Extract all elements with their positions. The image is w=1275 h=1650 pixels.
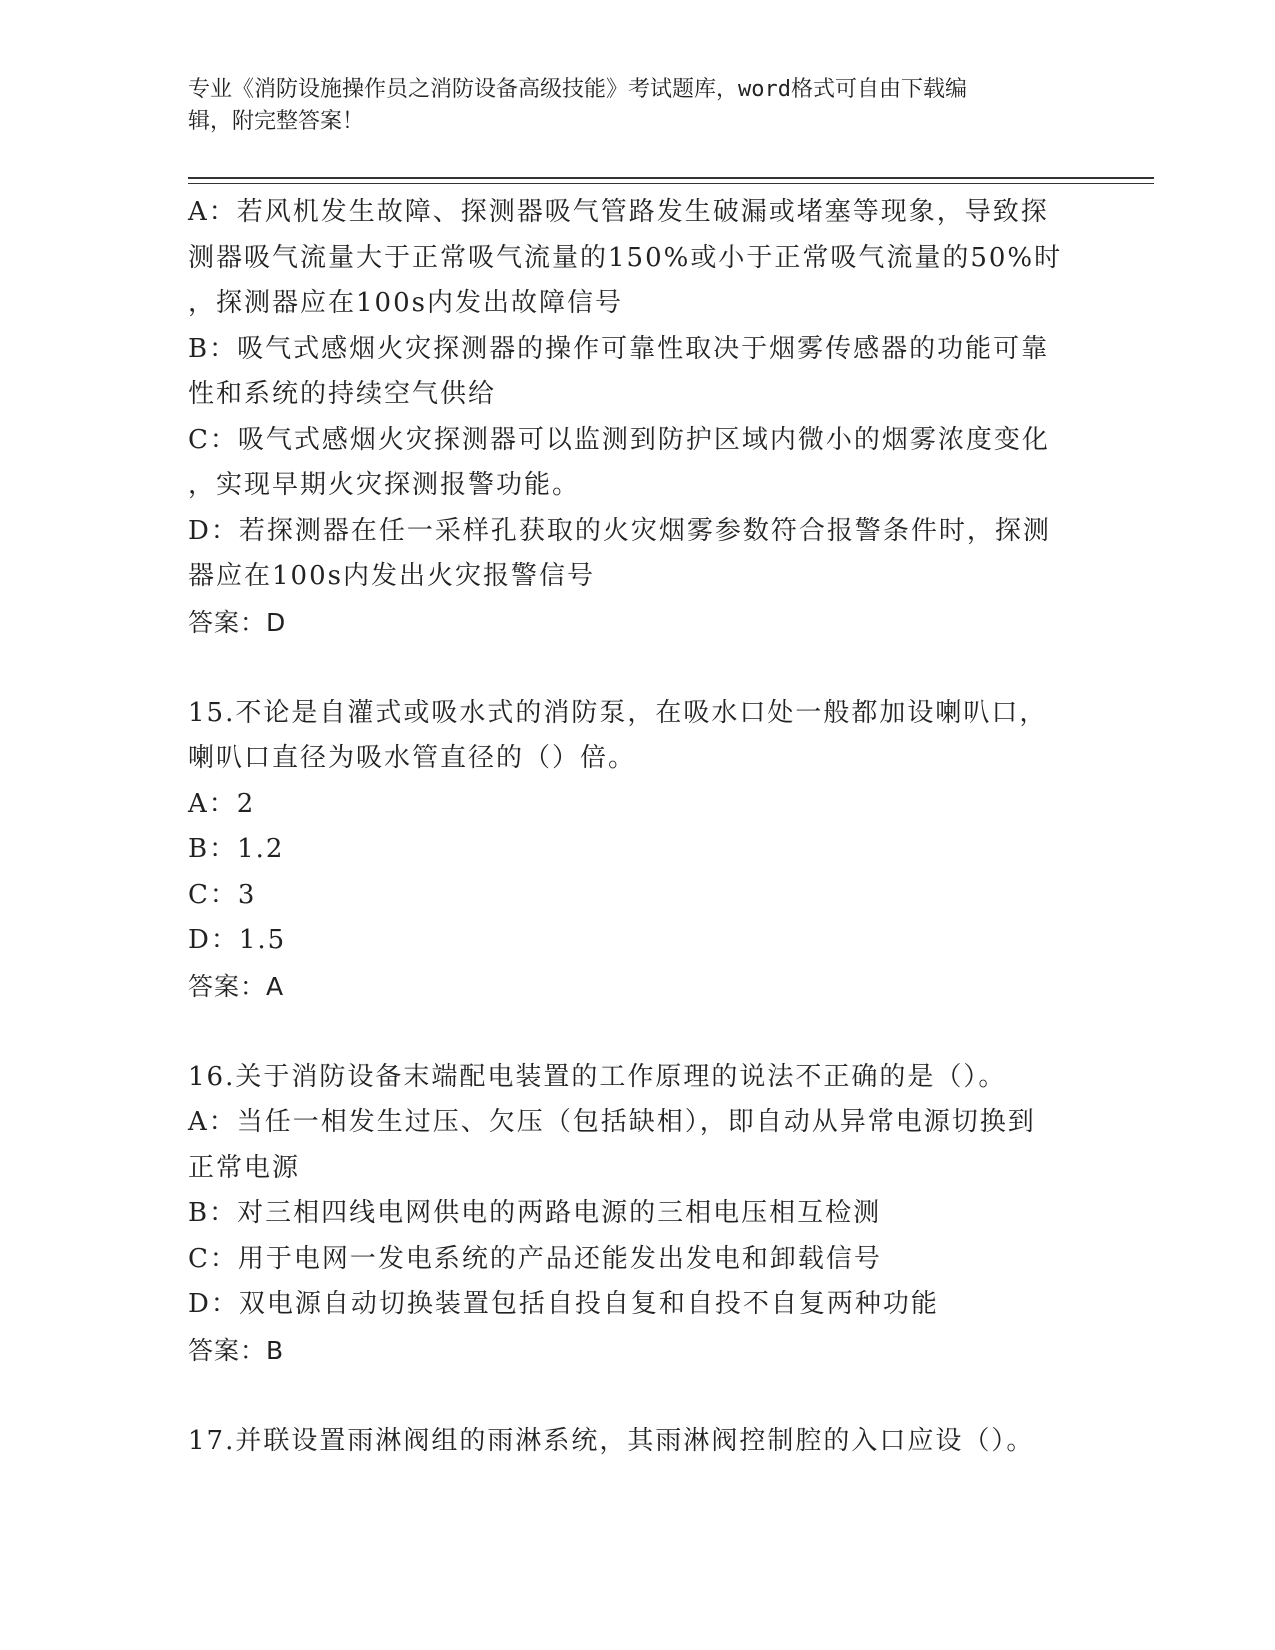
question-14: [188, 190, 1088, 645]
option-line: ，探测器应在100s内发出故障信号: [188, 288, 623, 318]
document-header: [188, 74, 1078, 138]
option-line: D：双电源自动切换装置包括自投自复和自投不自复两种功能: [188, 1289, 939, 1319]
spacer: [188, 1373, 1088, 1419]
spacer: [188, 1009, 1088, 1055]
option-line: A：2: [188, 788, 256, 819]
option-line: 性和系统的持续空气供给: [188, 379, 497, 409]
question-line: 喇叭口直径为吸水管直径的（）倍。: [188, 743, 637, 773]
question-17: [188, 1419, 1088, 1465]
option-line: A：若风机发生故障、探测器吸气管路发生破漏或堵塞等现象，导致探: [188, 197, 1049, 227]
header-divider-thin: [188, 183, 1154, 184]
option-line: A：当任一相发生过压、欠压（包括缺相），即自动从异常电源切换到: [188, 1107, 1036, 1137]
question-line: 15.不论是自灌式或吸水式的消防泵，在吸水口处一般都加设喇叭口，: [188, 697, 1048, 728]
option-line: D：若探测器在任一采样孔获取的火灾烟雾参数符合报警条件时，探测: [188, 515, 1051, 546]
option-line: C：吸气式感烟火灾探测器可以监测到防护区域内微小的烟雾浓度变化: [188, 424, 1050, 455]
option-line: 测器吸气流量大于正常吸气流量的150%或小于正常吸气流量的50%时: [188, 242, 1063, 273]
answer-line: 答案：B: [188, 1335, 285, 1365]
question-line: 17.并联设置雨淋阀组的雨淋系统，其雨淋阀控制腔的入口应设（）。: [188, 1425, 1035, 1456]
option-line: 正常电源: [188, 1152, 301, 1183]
option-line: B：对三相四线电网供电的两路电源的三相电压相互检测: [188, 1198, 882, 1228]
question-16: [188, 1055, 1088, 1374]
header-line: 辑，附完整答案！: [188, 109, 365, 134]
option-line: C：3: [188, 879, 257, 910]
spacer: [188, 645, 1088, 691]
option-line: D：1.5: [188, 925, 287, 955]
answer-line: 答案：D: [188, 607, 287, 637]
option-line: B：1.2: [188, 834, 285, 864]
question-list: [188, 190, 1088, 1464]
answer-line: 答案：A: [188, 971, 285, 1001]
option-line: ，实现早期火灾探测报警功能。: [188, 470, 581, 500]
question-line: 16.关于消防设备末端配电装置的工作原理的说法不正确的是（）。: [188, 1061, 1007, 1092]
option-line: 器应在100s内发出火灾报警信号: [188, 561, 595, 591]
header-line: 专业《消防设施操作员之消防设备高级技能》考试题库，word格式可自由下载编: [188, 77, 967, 102]
option-line: B：吸气式感烟火灾探测器的操作可靠性取决于烟雾传感器的功能可靠: [188, 333, 1050, 364]
option-line: C：用于电网一发电系统的产品还能发出发电和卸载信号: [188, 1243, 882, 1274]
header-divider-thick: [188, 177, 1154, 179]
question-15: [188, 691, 1088, 1010]
